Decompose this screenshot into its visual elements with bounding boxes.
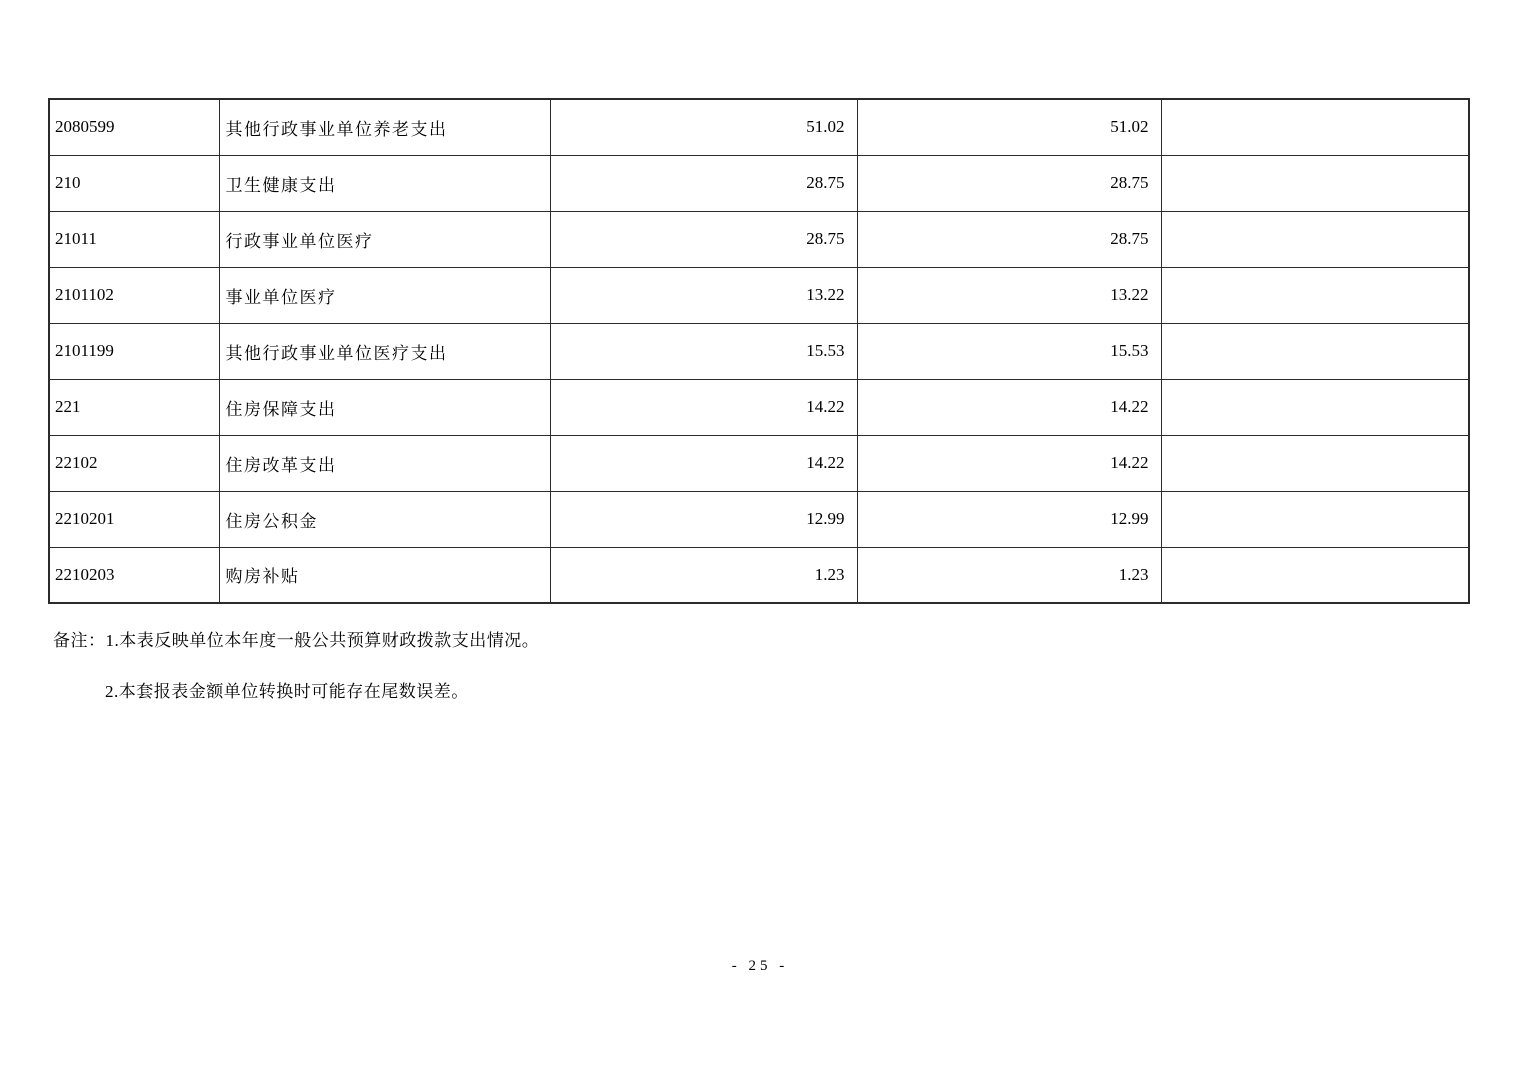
empty-cell bbox=[1161, 211, 1469, 267]
table-row bbox=[49, 435, 1469, 491]
subject-code-cell: 2080599 bbox=[49, 99, 219, 155]
table-row bbox=[49, 379, 1469, 435]
subject-code-cell: 22102 bbox=[49, 435, 219, 491]
amount-cell: 14.22 bbox=[550, 379, 857, 435]
empty-cell bbox=[1161, 155, 1469, 211]
table-row bbox=[49, 99, 1469, 155]
empty-cell bbox=[1161, 435, 1469, 491]
amount-cell: 12.99 bbox=[857, 491, 1161, 547]
amount-cell: 15.53 bbox=[550, 323, 857, 379]
empty-cell bbox=[1161, 323, 1469, 379]
amount-cell: 28.75 bbox=[550, 211, 857, 267]
subject-code-cell: 21011 bbox=[49, 211, 219, 267]
subject-name-cell: 购房补贴 bbox=[219, 547, 550, 603]
footnotes bbox=[53, 630, 539, 703]
subject-code-cell: 2101102 bbox=[49, 267, 219, 323]
subject-name-cell: 其他行政事业单位医疗支出 bbox=[219, 323, 550, 379]
empty-cell bbox=[1161, 267, 1469, 323]
subject-name-cell: 事业单位医疗 bbox=[219, 267, 550, 323]
amount-cell: 1.23 bbox=[550, 547, 857, 603]
empty-cell bbox=[1161, 99, 1469, 155]
subject-name-cell: 其他行政事业单位养老支出 bbox=[219, 99, 550, 155]
footnote-line-2 bbox=[105, 681, 539, 703]
amount-cell: 14.22 bbox=[550, 435, 857, 491]
subject-code-cell: 210 bbox=[49, 155, 219, 211]
subject-name-cell: 行政事业单位医疗 bbox=[219, 211, 550, 267]
empty-cell bbox=[1161, 547, 1469, 603]
footnote-text-1: 1.本表反映单位本年度一般公共预算财政拨款支出情况。 bbox=[105, 631, 540, 650]
footnote-label: 备注： bbox=[53, 631, 106, 650]
empty-cell bbox=[1161, 491, 1469, 547]
subject-name-cell: 住房保障支出 bbox=[219, 379, 550, 435]
footnote-text-2: 2.本套报表金额单位转换时可能存在尾数误差。 bbox=[105, 682, 469, 701]
subject-name-cell: 住房公积金 bbox=[219, 491, 550, 547]
amount-cell: 28.75 bbox=[857, 211, 1161, 267]
subject-name-cell: 卫生健康支出 bbox=[219, 155, 550, 211]
amount-cell: 51.02 bbox=[550, 99, 857, 155]
subject-code-cell: 2210201 bbox=[49, 491, 219, 547]
subject-code-cell: 2101199 bbox=[49, 323, 219, 379]
subject-code-cell: 221 bbox=[49, 379, 219, 435]
amount-cell: 14.22 bbox=[857, 435, 1161, 491]
table-row bbox=[49, 491, 1469, 547]
amount-cell: 15.53 bbox=[857, 323, 1161, 379]
amount-cell: 13.22 bbox=[857, 267, 1161, 323]
footnote-line-1 bbox=[53, 630, 539, 652]
amount-cell: 14.22 bbox=[857, 379, 1161, 435]
amount-cell: 1.23 bbox=[857, 547, 1161, 603]
table-row bbox=[49, 211, 1469, 267]
table-row bbox=[49, 155, 1469, 211]
subject-code-cell: 2210203 bbox=[49, 547, 219, 603]
empty-cell bbox=[1161, 379, 1469, 435]
table-row bbox=[49, 323, 1469, 379]
amount-cell: 13.22 bbox=[550, 267, 857, 323]
table-row bbox=[49, 547, 1469, 603]
budget-expenditure-table bbox=[48, 98, 1470, 604]
amount-cell: 12.99 bbox=[550, 491, 857, 547]
amount-cell: 51.02 bbox=[857, 99, 1161, 155]
table-row bbox=[49, 267, 1469, 323]
amount-cell: 28.75 bbox=[550, 155, 857, 211]
page-number: - 25 - bbox=[731, 958, 789, 974]
amount-cell: 28.75 bbox=[857, 155, 1161, 211]
subject-name-cell: 住房改革支出 bbox=[219, 435, 550, 491]
